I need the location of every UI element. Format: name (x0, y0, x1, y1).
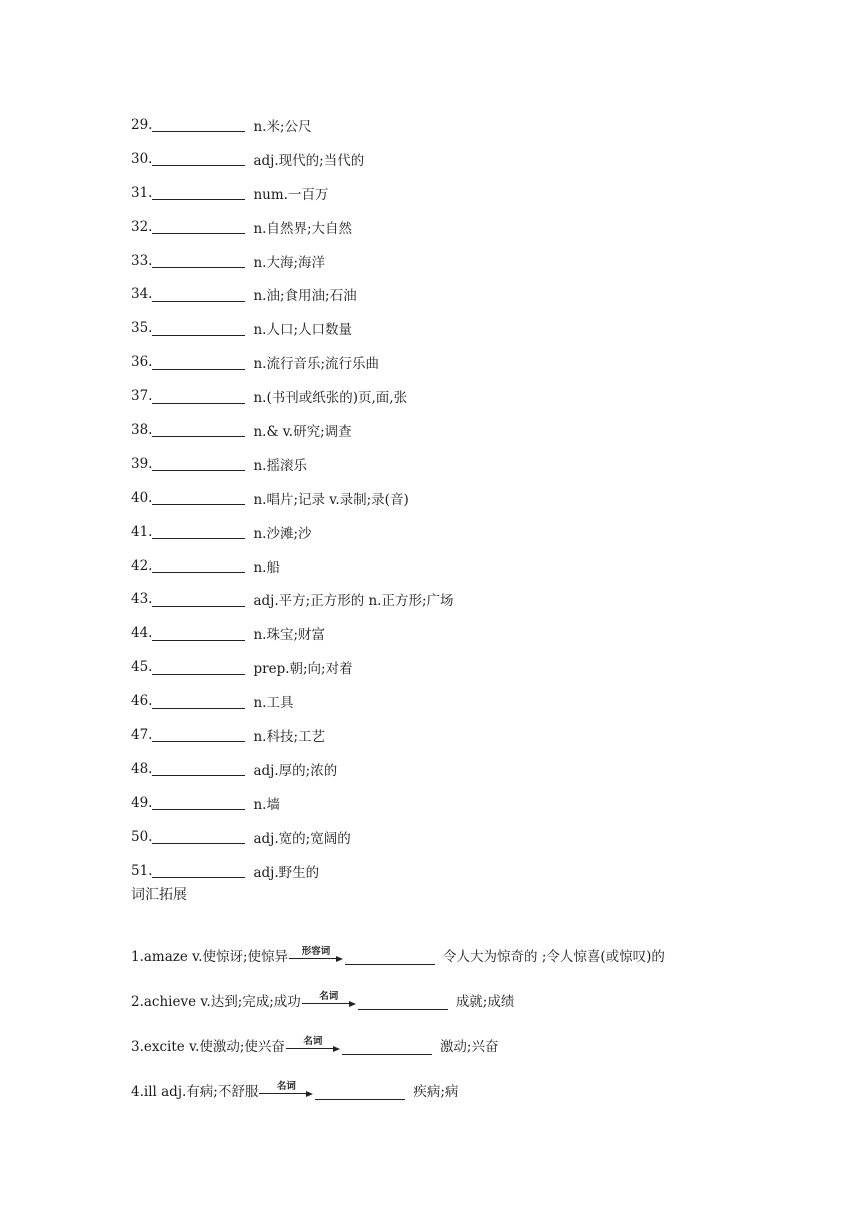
item-number: 40. (131, 489, 153, 506)
answer-blank[interactable] (152, 117, 245, 132)
answer-blank[interactable] (152, 727, 245, 742)
answer-blank[interactable] (152, 490, 245, 505)
item-number: 36. (131, 354, 153, 371)
extension-base-word: 4.ill adj.有病;不舒服 (131, 1084, 259, 1100)
word-extension-list (131, 922, 665, 1102)
arrow-label: 名词 (303, 1036, 323, 1047)
item-number: 35. (131, 320, 153, 337)
item-definition: n.(书刊或纸张的)页,面,张 (253, 390, 408, 407)
answer-blank[interactable] (152, 151, 245, 166)
answer-blank[interactable] (152, 795, 245, 810)
section-title: 词汇拓展 (131, 887, 187, 903)
answer-blank[interactable] (152, 185, 245, 200)
item-definition: n.大海;海洋 (253, 254, 326, 271)
vocab-item (131, 684, 454, 718)
arrow-icon (289, 943, 343, 965)
answer-blank[interactable] (152, 456, 245, 471)
item-number: 31. (131, 184, 153, 201)
answer-blank[interactable] (152, 761, 245, 776)
item-definition: adj.野生的 (253, 864, 320, 881)
item-definition: adj.平方;正方形的 n.正方形;广场 (253, 593, 454, 610)
answer-blank[interactable] (342, 1040, 432, 1055)
vocab-item (131, 718, 454, 752)
vocab-item (131, 650, 454, 684)
answer-blank[interactable] (152, 660, 245, 675)
item-number: 38. (131, 421, 153, 438)
vocab-item (131, 549, 454, 583)
vocab-item (131, 820, 454, 854)
item-number: 47. (131, 726, 153, 743)
arrow-label: 名词 (276, 1081, 296, 1092)
item-definition: n.墙 (253, 796, 280, 813)
vocab-item (131, 311, 454, 345)
vocab-item (131, 854, 454, 888)
answer-blank[interactable] (152, 558, 245, 573)
item-definition: n.科技;工艺 (253, 728, 326, 745)
item-definition: num.一百万 (253, 186, 329, 203)
vocabulary-list (131, 108, 454, 887)
item-definition: n.人口;人口数量 (253, 322, 353, 339)
arrow-label: 名词 (319, 991, 339, 1002)
vocab-item (131, 142, 454, 176)
item-number: 37. (131, 388, 153, 405)
item-number: 41. (131, 523, 153, 540)
item-number: 45. (131, 659, 153, 676)
item-definition: prep.朝;向;对着 (253, 661, 353, 678)
vocab-item (131, 277, 454, 311)
answer-blank[interactable] (152, 321, 245, 336)
item-number: 49. (131, 794, 153, 811)
answer-blank[interactable] (152, 626, 245, 641)
answer-blank[interactable] (315, 1085, 405, 1100)
answer-blank[interactable] (152, 287, 245, 302)
vocab-item (131, 481, 454, 515)
item-number: 33. (131, 252, 153, 269)
extension-base-word: 1.amaze v.使惊讶;使惊异 (131, 949, 289, 965)
item-number: 44. (131, 625, 153, 642)
item-number: 46. (131, 693, 153, 710)
extension-meaning: 成就;成绩 (455, 994, 515, 1010)
answer-blank[interactable] (152, 592, 245, 607)
item-definition: adj.宽的;宽阔的 (253, 830, 351, 847)
item-number: 34. (131, 286, 153, 303)
vocab-item (131, 515, 454, 549)
vocab-item (131, 786, 454, 820)
vocab-item (131, 582, 454, 616)
arrow-label: 形容词 (301, 946, 331, 957)
answer-blank[interactable] (152, 422, 245, 437)
answer-blank[interactable] (152, 389, 245, 404)
item-number: 29. (131, 116, 153, 133)
vocab-item (131, 345, 454, 379)
arrow-icon (259, 1078, 313, 1100)
arrow-icon (286, 1033, 340, 1055)
item-definition: n.唱片;记录 v.录制;录(音) (253, 491, 409, 508)
extension-meaning: 令人大为惊奇的 ;令人惊喜(或惊叹)的 (443, 949, 665, 965)
vocab-item (131, 616, 454, 650)
answer-blank[interactable] (152, 219, 245, 234)
extension-meaning: 激动;兴奋 (439, 1039, 499, 1055)
item-definition: n.米;公尺 (253, 118, 312, 135)
item-number: 43. (131, 591, 153, 608)
item-definition: adj.厚的;浓的 (253, 762, 338, 779)
answer-blank[interactable] (152, 524, 245, 539)
item-definition: n.沙滩;沙 (253, 525, 312, 542)
answer-blank[interactable] (345, 950, 435, 965)
answer-blank[interactable] (358, 995, 448, 1010)
extension-base-word: 3.excite v.使激动;使兴奋 (131, 1039, 285, 1055)
vocab-item (131, 176, 454, 210)
item-number: 42. (131, 557, 153, 574)
item-definition: n.船 (253, 559, 280, 576)
extension-base-word: 2.achieve v.达到;完成;成功 (131, 994, 301, 1010)
arrow-icon (302, 988, 356, 1010)
extension-item (131, 1057, 665, 1102)
vocab-item (131, 447, 454, 481)
answer-blank[interactable] (152, 863, 245, 878)
vocab-item (131, 413, 454, 447)
vocab-item (131, 210, 454, 244)
vocab-item (131, 108, 454, 142)
extension-item (131, 967, 665, 1012)
item-number: 32. (131, 218, 153, 235)
answer-blank[interactable] (152, 253, 245, 268)
item-definition: n.流行音乐;流行乐曲 (253, 356, 380, 373)
item-number: 30. (131, 150, 153, 167)
answer-blank[interactable] (152, 829, 245, 844)
item-definition: n.自然界;大自然 (253, 220, 353, 237)
extension-item (131, 1012, 665, 1057)
item-number: 39. (131, 455, 153, 472)
item-definition: adj.现代的;当代的 (253, 152, 365, 169)
vocab-item (131, 244, 454, 278)
item-number: 50. (131, 828, 153, 845)
vocab-item (131, 379, 454, 413)
item-definition: n.油;食用油;石油 (253, 288, 357, 305)
item-number: 48. (131, 760, 153, 777)
item-definition: n.工具 (253, 695, 294, 712)
item-definition: n.& v.研究;调查 (253, 423, 352, 440)
extension-item (131, 922, 665, 967)
item-number: 51. (131, 862, 153, 879)
answer-blank[interactable] (152, 355, 245, 370)
item-definition: n.摇滚乐 (253, 457, 307, 474)
answer-blank[interactable] (152, 694, 245, 709)
extension-meaning: 疾病;病 (413, 1084, 459, 1100)
item-definition: n.珠宝;财富 (253, 627, 326, 644)
vocab-item (131, 752, 454, 786)
